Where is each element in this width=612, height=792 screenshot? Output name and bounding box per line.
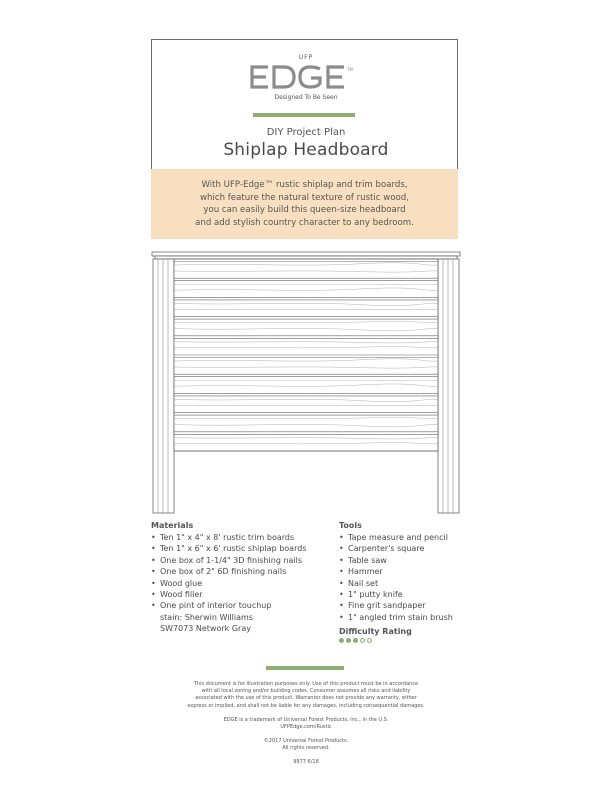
tools-item: • Fine grit sandpaper <box>339 601 426 611</box>
difficulty-dot-empty <box>367 638 372 643</box>
difficulty-dot-filled <box>353 638 358 643</box>
tools-item: • Tape measure and pencil <box>339 533 448 542</box>
tools-item: • 1" putty knife <box>339 590 403 600</box>
tools-item: • 1" angled trim stain brush <box>339 612 453 622</box>
intro-line: and add stylish country character to any bedroom. <box>195 217 414 228</box>
website-url: UFPEdge.com/Rustic <box>280 724 332 731</box>
copyright-line: All rights reserved. <box>282 745 330 752</box>
trademark-line: EDGE is a trademark of Universal Forest Products, Inc., in the U.S. <box>223 717 389 723</box>
materials-item: • One pint of interior touchup <box>151 601 272 611</box>
disclaimer-line: associated with the use of this product. Warrantor does not provide any warranty, either <box>195 695 417 702</box>
tools-item: • Hammer <box>339 567 383 577</box>
disclaimer <box>0 681 612 710</box>
shiplap-headboard-icon <box>150 250 462 515</box>
brand-tagline: Designed To Be Seen <box>274 94 338 101</box>
document-code <box>0 759 612 766</box>
copyright <box>0 738 612 752</box>
materials-item: • Wood glue <box>151 578 203 588</box>
materials-item: • Ten 1" x 4" x 8' rustic trim boards <box>151 533 295 542</box>
svg-text:TM: TM <box>347 67 353 72</box>
difficulty-rating <box>339 627 453 643</box>
accent-divider-bottom <box>266 666 344 670</box>
materials-section <box>151 521 306 635</box>
intro-line: With UFP-Edge™ rustic shiplap and trim boards, <box>201 180 408 190</box>
materials-item: • Wood filler <box>151 590 203 600</box>
difficulty-dot-filled <box>339 638 344 643</box>
tools-item: • Table saw <box>339 555 387 565</box>
document-code-text: 9977 6/18 <box>293 759 319 765</box>
intro-line: you can easily build this queen-size headboard <box>203 205 406 216</box>
materials-item: • One box of 2" 6D finishing nails <box>151 567 287 577</box>
tools-item: • Carpenter's square <box>339 544 425 554</box>
difficulty-heading: Difficulty Rating <box>339 627 412 637</box>
trademark-notice <box>0 717 612 731</box>
intro-line: which feature the natural texture of rustic wood, <box>200 192 409 203</box>
headboard-illustration <box>150 250 462 515</box>
materials-item: • Ten 1" x 6" x 6' rustic shiplap boards <box>151 544 307 554</box>
difficulty-dot-filled <box>346 638 351 643</box>
tools-section <box>339 521 453 643</box>
brand-parent: UFP <box>298 54 314 61</box>
difficulty-dots <box>339 638 453 643</box>
difficulty-dot-empty <box>360 638 365 643</box>
edge-logo <box>0 63 612 91</box>
disclaimer-line: with all local zoning and/or building codes. Consumer assumes all risks and liability <box>201 688 411 695</box>
copyright-line: ©2017 Universal Forest Products. <box>263 738 349 744</box>
materials-item-continued: SW7073 Network Gray <box>160 624 251 634</box>
tools-heading: Tools <box>339 521 362 530</box>
materials-item-continued: stain: Sherwin Williams <box>160 612 253 622</box>
materials-item: • One box of 1-1/4" 3D finishing nails <box>151 555 303 565</box>
intro-panel <box>151 169 458 239</box>
tools-item: • Nail set <box>339 578 379 588</box>
disclaimer-line: This document is for illustration purposes only. Use of this product must be in accordance <box>193 681 419 687</box>
edge-logo-icon <box>246 63 366 91</box>
page-title: Shiplap Headboard <box>223 140 389 160</box>
materials-heading: Materials <box>151 521 194 530</box>
disclaimer-line: express or implied, and shall not be liable for any damages, including consequential damages. <box>187 702 425 709</box>
accent-divider-top <box>253 113 355 117</box>
project-kicker: DIY Project Plan <box>266 127 346 138</box>
